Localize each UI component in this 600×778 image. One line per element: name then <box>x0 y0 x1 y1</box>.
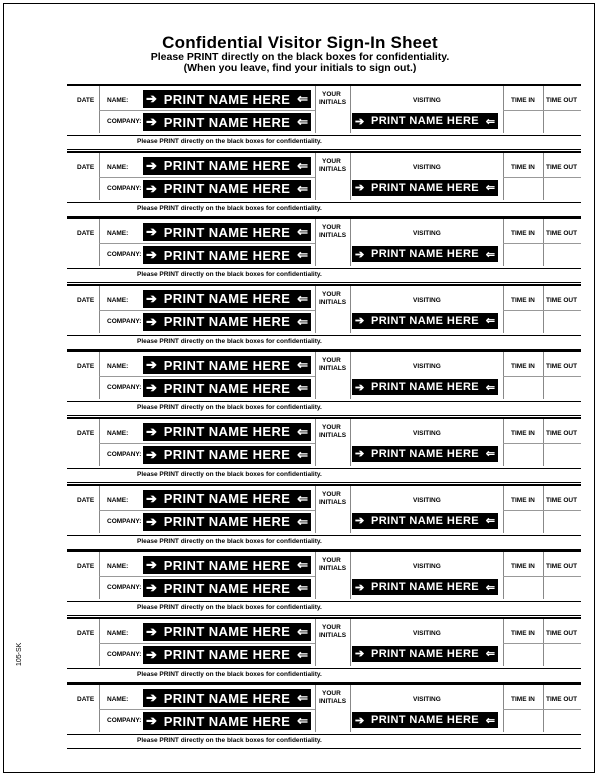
box-label: PRINT NAME HERE <box>163 557 291 573</box>
visiting-label: VISITING <box>413 163 441 171</box>
arrow-right-icon: ➔ <box>146 513 157 529</box>
date-label: DATE <box>77 363 95 371</box>
company-label: COMPANY: <box>107 251 142 259</box>
arrow-left-icon: ⇐ <box>297 180 308 196</box>
row-divider <box>99 110 315 111</box>
arrow-right-icon: ➔ <box>146 690 157 706</box>
arrow-left-icon: ⇐ <box>485 714 495 727</box>
arrow-left-icon: ⇐ <box>297 513 308 529</box>
company-print-box[interactable] <box>143 246 311 264</box>
arrow-left-icon: ⇐ <box>297 490 308 506</box>
row-divider <box>99 709 315 710</box>
visitor-entry <box>67 417 581 481</box>
time-in-label: TIME IN <box>511 363 535 371</box>
column-divider <box>315 552 316 599</box>
initials-label: INITIALS <box>319 298 347 306</box>
company-print-box[interactable] <box>143 513 311 531</box>
column-divider <box>315 86 316 133</box>
row-divider <box>99 443 315 444</box>
confidentiality-note: Please PRINT directly on the black boxes for confidentiality. <box>137 271 322 279</box>
box-label: PRINT NAME HERE <box>163 380 291 396</box>
row-divider <box>503 510 581 511</box>
column-divider <box>350 286 351 333</box>
row-divider <box>503 243 581 244</box>
box-label: PRINT NAME HERE <box>163 181 291 197</box>
name-label: NAME: <box>107 563 129 571</box>
arrow-left-icon: ⇐ <box>297 623 308 639</box>
name-label: NAME: <box>107 496 129 504</box>
initials-label: INITIALS <box>319 165 347 173</box>
box-label: PRINT NAME HERE <box>370 115 480 127</box>
time-in-label: TIME IN <box>511 496 535 504</box>
box-label: PRINT NAME HERE <box>163 114 291 130</box>
company-label: COMPANY: <box>107 717 142 725</box>
row-divider <box>99 510 315 511</box>
arrow-left-icon: ⇐ <box>297 224 308 240</box>
time-in-label: TIME IN <box>511 429 535 437</box>
arrow-left-icon: ⇐ <box>485 648 495 661</box>
confidentiality-note-band <box>67 335 581 350</box>
arrow-left-icon: ⇐ <box>485 381 495 394</box>
name-label: NAME: <box>107 296 129 304</box>
confidentiality-note: Please PRINT directly on the black boxes for confidentiality. <box>137 604 322 612</box>
row-divider <box>503 376 581 377</box>
arrow-left-icon: ⇐ <box>297 446 308 462</box>
visitor-entry <box>67 617 581 681</box>
arrow-right-icon: ➔ <box>355 714 365 727</box>
initials-label-your: YOUR <box>322 690 341 698</box>
box-label: PRINT NAME HERE <box>370 514 480 527</box>
initials-label-your: YOUR <box>322 357 341 365</box>
entry-grid <box>67 153 581 202</box>
initials-label: INITIALS <box>319 698 347 706</box>
time-in-label: TIME IN <box>511 296 535 304</box>
arrow-right-icon: ➔ <box>355 648 365 661</box>
visiting-print-box[interactable] <box>352 712 498 728</box>
time-out-label: TIME OUT <box>546 629 578 637</box>
visitor-entry <box>67 84 581 148</box>
box-label: PRINT NAME HERE <box>370 314 480 327</box>
entry-grid <box>67 419 581 468</box>
arrow-right-icon: ➔ <box>355 581 365 594</box>
visiting-label: VISITING <box>413 97 441 104</box>
column-divider <box>350 86 351 133</box>
company-print-box[interactable] <box>143 379 311 397</box>
arrow-right-icon: ➔ <box>146 380 157 396</box>
entry-grid <box>67 552 581 601</box>
arrow-right-icon: ➔ <box>146 580 157 596</box>
entry-grid <box>67 352 581 401</box>
arrow-right-icon: ➔ <box>146 490 157 506</box>
arrow-right-icon: ➔ <box>146 91 157 106</box>
arrow-left-icon: ⇐ <box>485 115 495 128</box>
box-label: PRINT NAME HERE <box>163 580 291 596</box>
row-divider <box>99 177 315 178</box>
box-label: PRINT NAME HERE <box>370 714 480 727</box>
box-label: PRINT NAME HERE <box>163 91 291 107</box>
box-label: PRINT NAME HERE <box>163 491 291 507</box>
column-divider <box>315 619 316 666</box>
time-out-label: TIME OUT <box>546 230 578 238</box>
company-print-box[interactable] <box>143 712 311 730</box>
page-title: Confidential Visitor Sign-In Sheet <box>162 33 438 52</box>
date-label: DATE <box>77 496 95 504</box>
arrow-right-icon: ➔ <box>146 224 157 240</box>
arrow-left-icon: ⇐ <box>485 515 495 528</box>
confidentiality-note-band <box>67 135 581 150</box>
visitor-entry <box>67 284 581 348</box>
initials-label: INITIALS <box>319 498 347 506</box>
initials-label-your: YOUR <box>322 490 341 498</box>
date-label: DATE <box>77 163 95 171</box>
confidentiality-note: Please PRINT directly on the black boxes for confidentiality. <box>137 404 322 412</box>
confidentiality-note: Please PRINT directly on the black boxes for confidentiality. <box>137 204 322 212</box>
visiting-label: VISITING <box>413 429 441 437</box>
arrow-left-icon: ⇐ <box>485 448 495 461</box>
arrow-left-icon: ⇐ <box>297 690 308 706</box>
row-divider <box>503 177 581 178</box>
box-label: PRINT NAME HERE <box>163 713 291 729</box>
arrow-left-icon: ⇐ <box>297 557 308 573</box>
initials-label-your: YOUR <box>322 290 341 298</box>
confidentiality-note-band <box>67 668 581 683</box>
sign-in-rows <box>67 84 581 750</box>
box-label: PRINT NAME HERE <box>163 357 291 373</box>
initials-label: INITIALS <box>319 565 347 573</box>
subtitle-line-1: Please PRINT directly on the black boxes for confidentiality. <box>150 51 450 63</box>
company-label: COMPANY: <box>107 118 142 125</box>
confidentiality-note-band <box>67 535 581 550</box>
row-divider <box>503 576 581 577</box>
visiting-label: VISITING <box>413 563 441 571</box>
time-out-label: TIME OUT <box>546 429 578 437</box>
name-label: NAME: <box>107 629 129 637</box>
visiting-print-box[interactable] <box>352 313 498 329</box>
arrow-right-icon: ➔ <box>146 646 157 662</box>
visiting-print-box[interactable] <box>352 446 498 462</box>
company-print-box[interactable] <box>143 446 311 464</box>
visitor-entry <box>67 217 581 281</box>
visitor-entry <box>67 151 581 215</box>
box-label: PRINT NAME HERE <box>163 224 291 240</box>
visiting-label: VISITING <box>413 296 441 304</box>
date-label: DATE <box>77 563 95 571</box>
visiting-label: VISITING <box>413 363 441 371</box>
arrow-left-icon: ⇐ <box>297 290 308 306</box>
column-divider <box>350 552 351 599</box>
box-label: PRINT NAME HERE <box>163 424 291 440</box>
visiting-print-box[interactable] <box>352 513 498 529</box>
entry-grid <box>67 486 581 535</box>
name-print-box[interactable] <box>143 556 311 574</box>
arrow-right-icon: ➔ <box>146 623 157 639</box>
entry-grid <box>67 86 581 135</box>
arrow-right-icon: ➔ <box>146 557 157 573</box>
time-in-label: TIME IN <box>511 163 535 171</box>
arrow-left-icon: ⇐ <box>297 114 308 129</box>
confidentiality-note-band <box>67 468 581 483</box>
box-label: PRINT NAME HERE <box>163 514 291 530</box>
confidentiality-note: Please PRINT directly on the black boxes for confidentiality. <box>137 138 322 145</box>
column-divider <box>350 486 351 533</box>
row-divider <box>99 243 315 244</box>
arrow-left-icon: ⇐ <box>297 247 308 263</box>
initials-label: INITIALS <box>319 631 347 639</box>
arrow-right-icon: ➔ <box>146 357 157 373</box>
column-divider <box>315 153 316 200</box>
name-print-box[interactable] <box>143 689 311 707</box>
arrow-left-icon: ⇐ <box>297 91 308 106</box>
box-label: PRINT NAME HERE <box>163 314 291 330</box>
confidentiality-note-band <box>67 268 581 283</box>
name-print-box[interactable] <box>143 490 311 508</box>
time-out-label: TIME OUT <box>546 563 578 571</box>
date-label: DATE <box>77 97 95 104</box>
arrow-right-icon: ➔ <box>355 115 365 128</box>
time-out-label: TIME OUT <box>546 97 578 104</box>
arrow-right-icon: ➔ <box>355 315 365 328</box>
visiting-label: VISITING <box>413 696 441 704</box>
confidentiality-note-band <box>67 734 581 749</box>
arrow-left-icon: ⇐ <box>297 646 308 662</box>
arrow-left-icon: ⇐ <box>485 581 495 594</box>
row-divider <box>99 643 315 644</box>
entry-grid <box>67 685 581 734</box>
name-label: NAME: <box>107 230 129 238</box>
time-in-label: TIME IN <box>511 563 535 571</box>
confidentiality-note: Please PRINT directly on the black boxes for confidentiality. <box>137 670 322 678</box>
name-label: NAME: <box>107 163 129 171</box>
arrow-left-icon: ⇐ <box>485 182 495 195</box>
initials-label-your: YOUR <box>322 157 341 165</box>
row-divider <box>503 310 581 311</box>
row-divider <box>503 110 581 111</box>
arrow-right-icon: ➔ <box>355 182 365 195</box>
company-print-box[interactable] <box>143 579 311 597</box>
arrow-right-icon: ➔ <box>146 423 157 439</box>
name-print-box[interactable] <box>143 356 311 374</box>
column-divider <box>350 685 351 732</box>
date-label: DATE <box>77 296 95 304</box>
confidentiality-note: Please PRINT directly on the black boxes for confidentiality. <box>137 337 322 345</box>
arrow-left-icon: ⇐ <box>297 713 308 729</box>
name-print-box[interactable] <box>143 223 311 241</box>
confidentiality-note: Please PRINT directly on the black boxes for confidentiality. <box>137 737 322 745</box>
initials-label: INITIALS <box>319 365 347 373</box>
time-in-label: TIME IN <box>511 629 535 637</box>
initials-label-your: YOUR <box>322 91 341 98</box>
visitor-entry <box>67 484 581 548</box>
name-label: NAME: <box>107 97 129 104</box>
initials-label: INITIALS <box>319 99 347 106</box>
company-label: COMPANY: <box>107 450 142 458</box>
confidentiality-note: Please PRINT directly on the black boxes for confidentiality. <box>137 470 322 478</box>
name-print-box[interactable] <box>143 157 311 175</box>
row-divider <box>503 709 581 710</box>
time-in-label: TIME IN <box>511 97 535 104</box>
date-label: DATE <box>77 629 95 637</box>
company-label: COMPANY: <box>107 184 142 192</box>
box-label: PRINT NAME HERE <box>370 447 480 460</box>
arrow-right-icon: ➔ <box>355 448 365 461</box>
box-label: PRINT NAME HERE <box>163 158 291 174</box>
row-divider <box>99 576 315 577</box>
arrow-right-icon: ➔ <box>146 114 157 129</box>
visiting-print-box[interactable] <box>352 579 498 595</box>
box-label: PRINT NAME HERE <box>370 581 480 594</box>
time-out-label: TIME OUT <box>546 296 578 304</box>
visitor-entry <box>67 550 581 614</box>
arrow-left-icon: ⇐ <box>485 315 495 328</box>
arrow-right-icon: ➔ <box>146 157 157 173</box>
arrow-left-icon: ⇐ <box>297 423 308 439</box>
name-print-box[interactable] <box>143 90 311 108</box>
arrow-right-icon: ➔ <box>146 446 157 462</box>
company-print-box[interactable] <box>143 113 311 131</box>
time-out-label: TIME OUT <box>546 163 578 171</box>
entry-grid <box>67 619 581 668</box>
form-code: 105-SK <box>16 642 23 666</box>
column-divider <box>350 419 351 466</box>
box-label: PRINT NAME HERE <box>163 647 291 663</box>
company-print-box[interactable] <box>143 313 311 331</box>
name-print-box[interactable] <box>143 423 311 441</box>
row-divider <box>503 443 581 444</box>
name-print-box[interactable] <box>143 623 311 641</box>
arrow-right-icon: ➔ <box>146 713 157 729</box>
box-label: PRINT NAME HERE <box>163 624 291 640</box>
name-label: NAME: <box>107 429 129 437</box>
visiting-label: VISITING <box>413 629 441 637</box>
company-print-box[interactable] <box>143 180 311 198</box>
initials-label-your: YOUR <box>322 423 341 431</box>
time-in-label: TIME IN <box>511 230 535 238</box>
company-label: COMPANY: <box>107 317 142 325</box>
visiting-print-box[interactable] <box>352 246 498 262</box>
column-divider <box>350 219 351 266</box>
confidentiality-note-band <box>67 401 581 416</box>
visiting-print-box[interactable] <box>352 180 498 196</box>
arrow-right-icon: ➔ <box>146 313 157 329</box>
visiting-label: VISITING <box>413 496 441 504</box>
column-divider <box>315 219 316 266</box>
name-print-box[interactable] <box>143 290 311 308</box>
visiting-print-box[interactable] <box>352 379 498 395</box>
column-divider <box>350 352 351 399</box>
company-label: COMPANY: <box>107 650 142 658</box>
arrow-right-icon: ➔ <box>146 247 157 263</box>
visiting-label: VISITING <box>413 230 441 238</box>
date-label: DATE <box>77 230 95 238</box>
arrow-left-icon: ⇐ <box>297 357 308 373</box>
visiting-print-box[interactable] <box>352 646 498 662</box>
column-divider <box>315 685 316 732</box>
arrow-left-icon: ⇐ <box>297 157 308 173</box>
visitor-entry <box>67 683 581 747</box>
column-divider <box>315 486 316 533</box>
time-out-label: TIME OUT <box>546 496 578 504</box>
box-label: PRINT NAME HERE <box>370 381 480 394</box>
arrow-right-icon: ➔ <box>355 515 365 528</box>
column-divider <box>315 286 316 333</box>
visiting-print-box[interactable] <box>352 113 498 129</box>
initials-label: INITIALS <box>319 431 347 439</box>
box-label: PRINT NAME HERE <box>163 690 291 706</box>
row-divider <box>99 310 315 311</box>
confidentiality-note-band <box>67 202 581 217</box>
row-divider <box>99 376 315 377</box>
date-label: DATE <box>77 429 95 437</box>
name-label: NAME: <box>107 696 129 704</box>
arrow-right-icon: ➔ <box>355 248 365 261</box>
entry-grid <box>67 219 581 268</box>
box-label: PRINT NAME HERE <box>370 181 480 194</box>
date-label: DATE <box>77 696 95 704</box>
name-label: NAME: <box>107 363 129 371</box>
arrow-right-icon: ➔ <box>355 381 365 394</box>
entry-grid <box>67 286 581 335</box>
box-label: PRINT NAME HERE <box>370 248 480 261</box>
initials-label: INITIALS <box>319 232 347 240</box>
time-out-label: TIME OUT <box>546 696 578 704</box>
subtitle-line-2: (When you leave, find your initials to sign out.) <box>183 62 417 74</box>
arrow-left-icon: ⇐ <box>297 313 308 329</box>
initials-label-your: YOUR <box>322 557 341 565</box>
box-label: PRINT NAME HERE <box>163 247 291 263</box>
confidentiality-note: Please PRINT directly on the black boxes for confidentiality. <box>137 537 322 545</box>
column-divider <box>350 153 351 200</box>
column-divider <box>350 619 351 666</box>
column-divider <box>315 352 316 399</box>
arrow-left-icon: ⇐ <box>485 248 495 261</box>
arrow-left-icon: ⇐ <box>297 580 308 596</box>
box-label: PRINT NAME HERE <box>370 647 480 660</box>
initials-label-your: YOUR <box>322 224 341 232</box>
arrow-left-icon: ⇐ <box>297 380 308 396</box>
company-label: COMPANY: <box>107 384 142 392</box>
header <box>0 34 600 74</box>
company-label: COMPANY: <box>107 517 142 525</box>
box-label: PRINT NAME HERE <box>163 447 291 463</box>
confidentiality-note-band <box>67 601 581 616</box>
time-out-label: TIME OUT <box>546 363 578 371</box>
box-label: PRINT NAME HERE <box>163 291 291 307</box>
visitor-entry <box>67 350 581 414</box>
company-label: COMPANY: <box>107 584 142 592</box>
row-divider <box>503 643 581 644</box>
company-print-box[interactable] <box>143 646 311 664</box>
column-divider <box>315 419 316 466</box>
time-in-label: TIME IN <box>511 696 535 704</box>
arrow-right-icon: ➔ <box>146 180 157 196</box>
initials-label-your: YOUR <box>322 623 341 631</box>
arrow-right-icon: ➔ <box>146 290 157 306</box>
